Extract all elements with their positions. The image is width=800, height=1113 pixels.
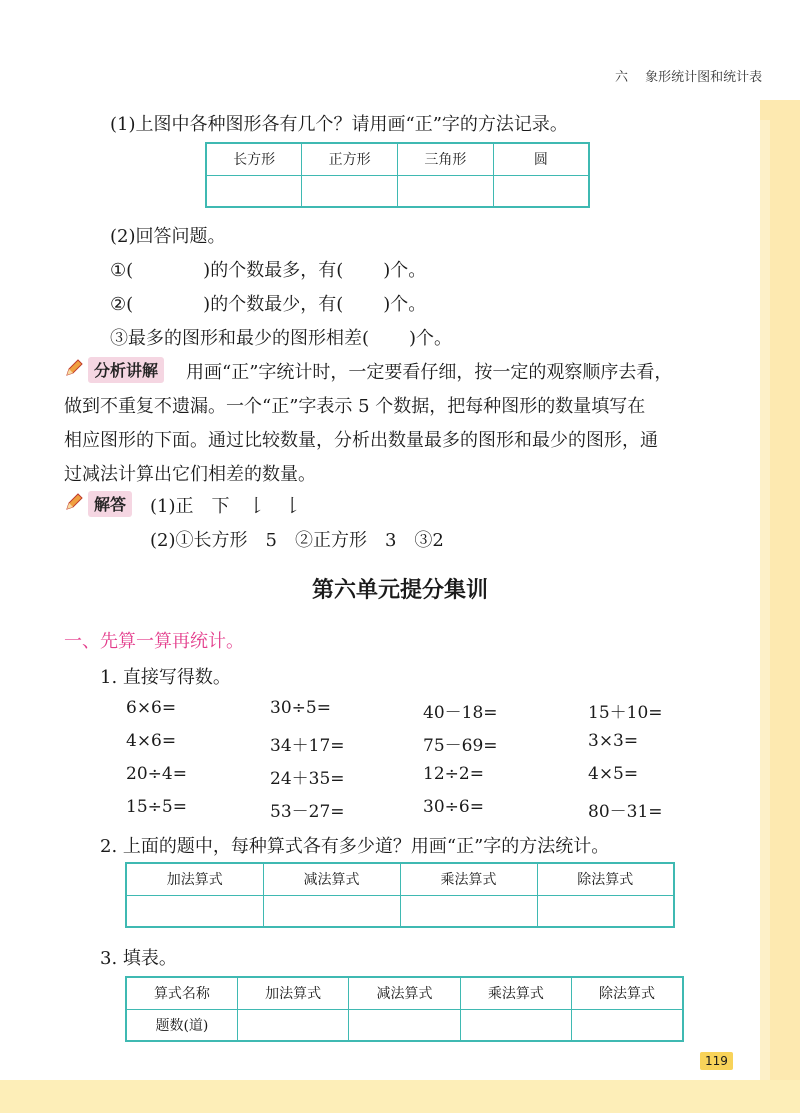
- equation: 24＋35=: [270, 769, 345, 789]
- chapter-number: 六: [615, 70, 629, 85]
- equation: 34＋17=: [270, 736, 345, 756]
- col-addition: 加法算式: [126, 863, 263, 895]
- pencil-icon: [64, 492, 84, 512]
- table-cell[interactable]: [237, 1009, 348, 1041]
- col-square: 正方形: [302, 143, 398, 175]
- equation: 4×5=: [588, 764, 639, 784]
- analysis-line-4: 过减法计算出它们相差的数量。: [64, 464, 316, 485]
- problem-1: 1. 直接写得数。: [100, 667, 231, 688]
- equation: 4×6=: [126, 731, 177, 751]
- col-expression-name: 算式名称: [126, 977, 237, 1009]
- analysis-line-2: 做到不重复不遗漏。一个“正”字表示 5 个数据，把每种图形的数量填写在: [64, 396, 646, 417]
- table-cell[interactable]: [302, 175, 398, 207]
- col-addition: 加法算式: [237, 977, 348, 1009]
- table-cell[interactable]: [263, 895, 400, 927]
- equation: 30÷6=: [423, 797, 484, 817]
- equation: 40－18=: [423, 703, 498, 723]
- equation: 12÷2=: [423, 764, 484, 784]
- pencil-icon: [64, 358, 84, 378]
- col-subtraction: 减法算式: [349, 977, 460, 1009]
- col-subtraction: 减法算式: [263, 863, 400, 895]
- equation: 6×6=: [126, 698, 177, 718]
- col-multiplication: 乘法算式: [400, 863, 537, 895]
- problem-3: 3. 填表。: [100, 948, 177, 969]
- answer-line-2: (2)①长方形 5 ②正方形 3 ③2: [150, 530, 444, 551]
- table-cell[interactable]: [126, 895, 263, 927]
- section-heading: 一、先算一算再统计。: [64, 631, 244, 652]
- table-cell[interactable]: [400, 895, 537, 927]
- table-cell[interactable]: [206, 175, 302, 207]
- table-cell[interactable]: [349, 1009, 460, 1041]
- page-number: 119: [700, 1052, 733, 1070]
- operation-tally-table: [125, 862, 675, 928]
- chapter-title: 象形统计图和统计表: [645, 70, 763, 85]
- page-bottom-edge: [0, 1080, 800, 1113]
- col-division: 除法算式: [572, 977, 683, 1009]
- table-cell[interactable]: [460, 1009, 571, 1041]
- table-cell[interactable]: [493, 175, 589, 207]
- unit-title: 第六单元提分集训: [311, 578, 488, 603]
- equation: 53－27=: [270, 802, 345, 822]
- row-label-count: 题数(道): [126, 1009, 237, 1041]
- answer-line-1: (1)正 下 𠄌 𠄌: [150, 496, 302, 517]
- col-rectangle: 长方形: [206, 143, 302, 175]
- col-division: 除法算式: [537, 863, 674, 895]
- question-1: (1)上图中各种图形各有几个？请用画“正”字的方法记录。: [110, 114, 568, 135]
- equation: 75－69=: [423, 736, 498, 756]
- chapter-header: [615, 66, 762, 85]
- table-cell[interactable]: [572, 1009, 683, 1041]
- analysis-label: 分析讲解: [88, 357, 164, 383]
- equation: 20÷4=: [126, 764, 187, 784]
- equation: 30÷5=: [270, 698, 331, 718]
- operation-count-table: [125, 976, 684, 1042]
- question-2-item-2: ②( )的个数最少，有( )个。: [110, 294, 427, 315]
- table-cell[interactable]: [537, 895, 674, 927]
- problem-2: 2. 上面的题中，每种算式各有多少道？用画“正”字的方法统计。: [100, 836, 610, 857]
- col-triangle: 三角形: [398, 143, 494, 175]
- table-cell[interactable]: [398, 175, 494, 207]
- shape-count-table: [205, 142, 590, 208]
- equation: 3×3=: [588, 731, 639, 751]
- question-2-item-3: ③最多的图形和最少的图形相差( )个。: [110, 328, 453, 349]
- equation: 15÷5=: [126, 797, 187, 817]
- analysis-line-1: 用画“正”字统计时，一定要看仔细，按一定的观察顺序去看，: [186, 362, 673, 383]
- answer-label: 解答: [88, 491, 132, 517]
- question-2: (2)回答问题。: [110, 226, 226, 247]
- equation: 15＋10=: [588, 703, 663, 723]
- analysis-line-3: 相应图形的下面。通过比较数量，分析出数量最多的图形和最少的图形，通: [64, 430, 658, 451]
- col-circle: 圆: [493, 143, 589, 175]
- equation: 80－31=: [588, 802, 663, 822]
- col-multiplication: 乘法算式: [460, 977, 571, 1009]
- question-2-item-1: ①( )的个数最多，有( )个。: [110, 260, 427, 281]
